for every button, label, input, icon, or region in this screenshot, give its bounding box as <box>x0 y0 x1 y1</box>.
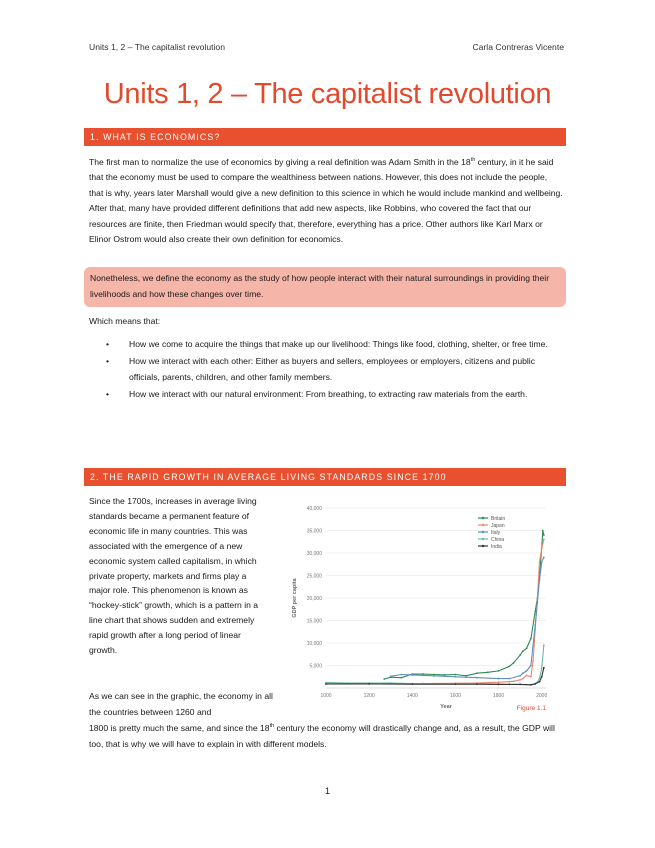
data-point-italy <box>455 676 457 678</box>
legend-marker <box>482 524 484 526</box>
data-point-japan <box>508 681 510 683</box>
data-point-india <box>476 683 478 685</box>
data-point-japan <box>539 561 541 563</box>
data-point-india <box>325 683 327 685</box>
data-point-italy <box>390 675 392 677</box>
paragraph-text-end: century, in it he said that the economy must be used to compare the wealthiness between nations. However, this does not include the people, that is why, years later Marshall would give a new definition to this science in which he would include mankind and wellbeing. After that, many have provided different definitions that add new aspects, like Robbins, who covered the fact that our resources are finite, then Friedman would specify that, therefore, everything has a price. Other authors like Karl Marx or Elinor Ostrom would also create their own definition for economics. <box>89 157 563 245</box>
document-title: Units 1, 2 – The capitalist revolution <box>103 78 552 110</box>
legend-entry: Japan <box>491 523 505 529</box>
section-2-heading: 2. THE RAPID GROWTH IN AVERAGE LIVING STANDARDS SINCE 1700 <box>84 468 566 486</box>
data-point-britain <box>487 671 489 673</box>
data-point-japan <box>513 680 515 682</box>
data-point-india <box>543 667 545 669</box>
data-point-japan <box>541 548 543 550</box>
data-point-italy <box>543 557 545 559</box>
data-point-japan <box>522 678 524 680</box>
y-axis-label: GDP per capita <box>292 578 298 618</box>
data-point-italy <box>522 672 524 674</box>
data-point-italy <box>530 665 532 667</box>
data-point-india <box>498 684 500 686</box>
gdp-per-capita-chart <box>282 500 564 714</box>
ordinal-suffix: th <box>470 157 476 163</box>
section-2-closing-paragraph <box>89 688 563 752</box>
data-point-japan <box>543 539 545 541</box>
data-point-japan <box>519 679 521 681</box>
data-point-britain <box>519 654 521 656</box>
section-1-paragraph <box>89 155 563 247</box>
legend-entry: Britain <box>491 516 506 522</box>
data-point-italy <box>422 675 424 677</box>
data-point-japan <box>532 660 534 662</box>
paragraph-text-start: The first man to normalize the use of economics by giving a real definition was Adam Smith in the 18 <box>89 157 471 167</box>
bullet-icon: • <box>106 356 110 367</box>
data-point-italy <box>534 624 536 626</box>
legend-entry: Italy <box>491 530 501 536</box>
y-tick-label: 30,000 <box>306 551 322 557</box>
data-point-italy <box>411 674 413 676</box>
data-point-italy <box>519 675 521 677</box>
running-header-author: Carla Contreras Vicente <box>472 42 564 52</box>
x-tick-label: 1000 <box>320 693 332 699</box>
page-number: 1 <box>324 786 330 796</box>
data-point-britain <box>543 534 545 536</box>
data-point-india <box>411 683 413 685</box>
x-tick-label: 1800 <box>492 693 505 699</box>
y-tick-label: 40,000 <box>306 506 322 512</box>
data-point-italy <box>508 678 510 680</box>
data-point-japan <box>530 676 532 678</box>
list-item <box>89 387 563 402</box>
data-point-britain <box>498 670 500 672</box>
y-tick-label: 35,000 <box>306 528 322 535</box>
x-tick-label: 1400 <box>406 693 418 699</box>
x-tick-label: 1600 <box>449 693 461 699</box>
data-point-britain <box>455 674 457 676</box>
data-point-britain <box>476 672 478 674</box>
x-tick-label: 1200 <box>363 693 375 699</box>
y-tick-label: 15,000 <box>306 618 322 625</box>
list-item-text: How we interact with each other: Either as buyers and sellers, employees or employers, citizens and public officials, parents, children, and other family members. <box>129 356 536 382</box>
data-point-britain <box>530 638 532 640</box>
legend-marker <box>482 531 484 533</box>
y-tick-label: 25,000 <box>306 573 322 580</box>
data-point-britain <box>401 677 403 679</box>
list-item-text: How we come to acquire the things that make up our livelihood: Things like food, clothing, shelter, or free time. <box>129 339 548 349</box>
list-item <box>89 337 563 352</box>
data-point-britain <box>465 675 467 677</box>
bullet-list <box>89 337 563 405</box>
ordinal-suffix: th <box>269 723 275 729</box>
data-point-italy <box>536 602 538 604</box>
data-point-india <box>539 681 541 683</box>
legend-entry: India <box>491 544 502 550</box>
series-line-japan <box>326 540 544 684</box>
closing-text-end: century the economy will drastically change and, as a result, the GDP will too, that is why we will have to explain in with different models. <box>89 723 555 749</box>
closing-text-middle: 1800 is pretty much the same, and since the 18 <box>89 723 270 733</box>
data-point-britain <box>508 666 510 668</box>
legend-entry: China <box>491 537 505 543</box>
data-point-italy <box>433 675 435 677</box>
data-point-britain <box>534 611 536 613</box>
legend-marker <box>482 538 484 540</box>
data-point-india <box>519 684 521 686</box>
data-point-britain <box>542 530 544 532</box>
list-item <box>89 354 563 385</box>
section-2-column-text: Since the 1700s, increases in average living standards became a permanent feature of economic life in many countries. This was associated with the emergence of a new economic system called capitalism, in which private property, markets and firms play a major role. This phenomenon is known as “hockey-stick” growth, which is a pattern in a line chart that shows sudden and extremely rapid growth after a long period of linear growth. <box>89 496 259 656</box>
data-point-italy <box>539 579 541 581</box>
y-tick-label: 10,000 <box>306 641 322 647</box>
x-tick-label: 2000 <box>536 693 548 699</box>
data-point-india <box>530 684 532 686</box>
definition-highlight: Nonetheless, we define the economy as the study of how people interact with their natural surroundings in providing their livelihoods and how these changes over time. <box>84 267 566 307</box>
legend-marker <box>482 545 484 547</box>
data-point-britain <box>383 678 385 680</box>
data-point-china <box>539 677 541 679</box>
data-point-italy <box>498 678 500 680</box>
bullet-icon: • <box>106 389 110 400</box>
figure-caption: Figure 1.1 <box>516 705 546 712</box>
running-header-title: Units 1, 2 – The capitalist revolution <box>89 42 225 52</box>
data-point-japan <box>498 681 500 683</box>
data-point-italy <box>541 561 543 563</box>
bullet-icon: • <box>106 339 110 349</box>
y-tick-label: 5,000 <box>309 663 322 670</box>
y-tick-label: 20,000 <box>306 596 322 602</box>
which-means-label: Which means that: <box>89 316 161 326</box>
data-point-india <box>508 684 510 686</box>
closing-text-start: As we can see in the graphic, the economy in all the countries between 1260 and <box>89 691 273 717</box>
data-point-india <box>455 683 457 685</box>
data-point-japan <box>526 675 528 677</box>
data-point-britain <box>522 650 524 652</box>
section-1-heading: 1. WHAT IS ECONOMICS? <box>84 128 566 146</box>
data-point-italy <box>401 674 403 676</box>
data-point-india <box>368 683 370 685</box>
data-point-italy <box>526 670 528 672</box>
data-point-india <box>534 683 536 685</box>
data-point-britain <box>526 648 528 650</box>
data-point-italy <box>476 677 478 679</box>
data-point-britain <box>444 674 446 676</box>
list-item-text: How we interact with our natural environment: From breathing, to extracting raw materials from the earth. <box>129 389 528 400</box>
x-axis-label: Year <box>440 704 452 710</box>
data-point-britain <box>513 662 515 664</box>
legend-marker <box>482 517 484 519</box>
data-point-china <box>541 668 543 670</box>
data-point-china <box>543 644 545 646</box>
data-point-india <box>541 676 543 678</box>
